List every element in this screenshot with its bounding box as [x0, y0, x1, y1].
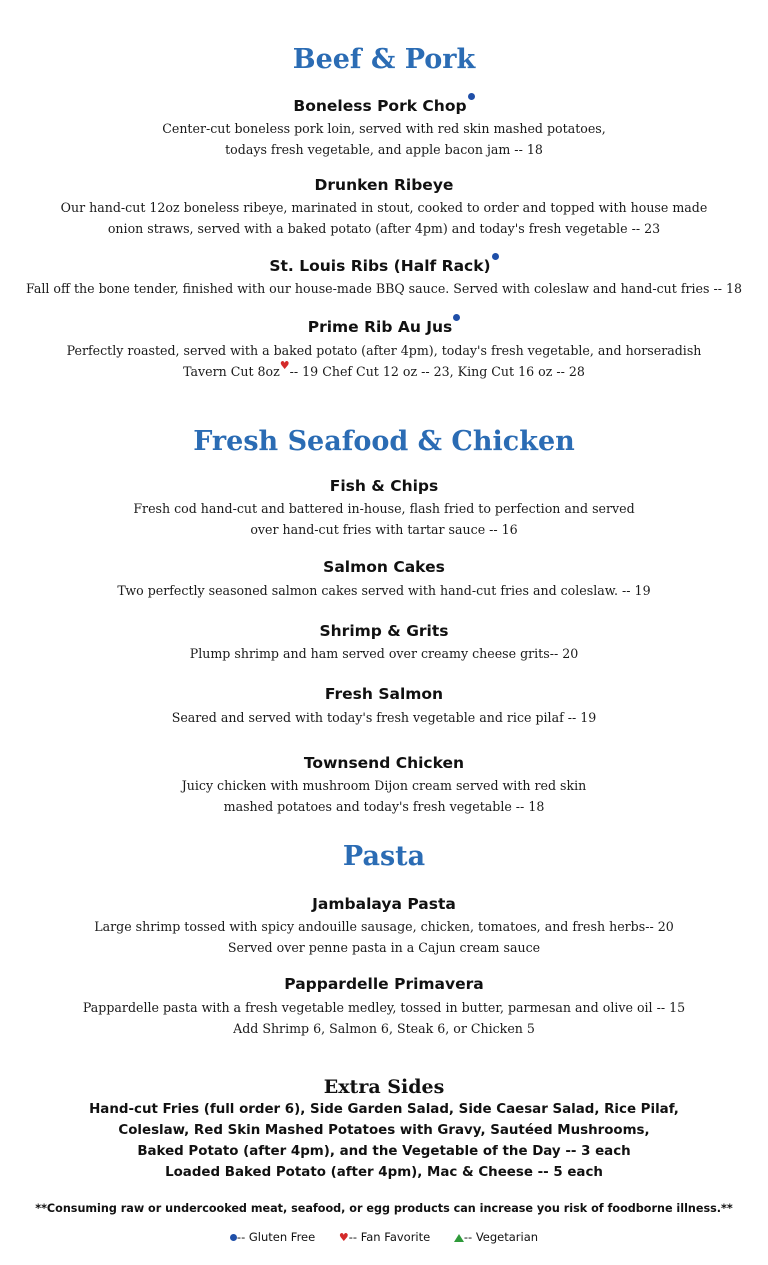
- blue-dot-icon: [230, 1234, 237, 1241]
- menu-item-description: over hand-cut fries with tartar sauce -- 16: [250, 522, 518, 537]
- menu-item-name: Shrimp & Grits: [319, 622, 449, 640]
- gluten-free-icon: [468, 93, 475, 100]
- menu-item-description: Large shrimp tossed with spicy andouille sausage, chicken, tomatoes, and fresh herbs-- 20: [94, 919, 674, 934]
- menu-item-description: Perfectly roasted, served with a baked potato (after 4pm), today's fresh vegetable, and horseradish: [66, 343, 702, 358]
- menu-item-name: Jambalaya Pasta: [312, 895, 456, 913]
- menu-item-name: Prime Rib Au Jus: [0, 316, 768, 338]
- legend-vegetarian: -- Vegetarian: [454, 1228, 538, 1246]
- menu-item-description: Add Shrimp 6, Salmon 6, Steak 6, or Chicken 5: [233, 1021, 535, 1036]
- gluten-free-icon: [492, 253, 499, 260]
- menu-item-name: Drunken Ribeye: [314, 176, 454, 194]
- menu-item-description: Center-cut boneless pork loin, served with red skin mashed potatoes,: [162, 121, 606, 136]
- menu-item-description: todays fresh vegetable, and apple bacon jam -- 18: [225, 142, 543, 157]
- menu-item-name: St. Louis Ribs (Half Rack): [0, 255, 768, 277]
- triangle-icon: [454, 1234, 464, 1242]
- food-safety-notice: **Consuming raw or undercooked meat, seafood, or egg products can increase you risk of foodborne illness.**: [35, 1202, 733, 1215]
- menu-item-description: Served over penne pasta in a Cajun cream sauce: [227, 940, 541, 955]
- legend: [0, 1228, 768, 1247]
- heart-icon: ♥: [338, 1231, 349, 1244]
- sides-line: Hand-cut Fries (full order 6), Side Garden Salad, Side Caesar Salad, Rice Pilaf,: [89, 1102, 679, 1117]
- legend-fan-favorite: ♥-- Fan Favorite: [338, 1230, 431, 1244]
- sides-line: Coleslaw, Red Skin Mashed Potatoes with Gravy, Sautéed Mushrooms,: [118, 1123, 650, 1138]
- menu-item-name: Townsend Chicken: [303, 754, 465, 772]
- section-title-pasta: Pasta: [342, 841, 426, 872]
- menu-item-name: Pappardelle Primavera: [284, 975, 484, 993]
- menu-item-name: Fish & Chips: [329, 477, 439, 495]
- menu-item-name: Salmon Cakes: [323, 558, 445, 576]
- menu-item-description: mashed potatoes and today's fresh vegetable -- 18: [223, 799, 545, 814]
- fan-favorite-heart-icon: ♥: [279, 359, 290, 372]
- menu-item-description: Juicy chicken with mushroom Dijon cream served with red skin: [181, 778, 587, 793]
- gluten-free-icon: [453, 314, 460, 321]
- section-title-seafood-chicken: Fresh Seafood & Chicken: [193, 426, 575, 457]
- menu-item-description: Tavern Cut 8oz♥-- 19 Chef Cut 12 oz -- 23, King Cut 16 oz -- 28: [183, 359, 585, 379]
- section-title-beef-pork: Beef & Pork: [292, 44, 476, 75]
- menu-item-description: Our hand-cut 12oz boneless ribeye, marinated in stout, cooked to order and topped with house made: [60, 200, 708, 215]
- menu-item-description: onion straws, served with a baked potato (after 4pm) and today's fresh vegetable -- 23: [107, 221, 661, 236]
- menu-item-name: Fresh Salmon: [324, 685, 444, 703]
- menu-item-description: Pappardelle pasta with a fresh vegetable medley, tossed in butter, parmesan and olive oil -- 15: [82, 1000, 686, 1015]
- menu-item-description: Two perfectly seasoned salmon cakes served with hand-cut fries and coleslaw. -- 19: [117, 583, 651, 598]
- sides-line: Loaded Baked Potato (after 4pm), Mac & Cheese -- 5 each: [165, 1165, 603, 1180]
- legend-gluten-free: -- Gluten Free: [230, 1228, 315, 1246]
- section-title-extra-sides: Extra Sides: [323, 1076, 445, 1098]
- sides-line: Baked Potato (after 4pm), and the Vegetable of the Day -- 3 each: [137, 1144, 631, 1159]
- menu-item-description: Fall off the bone tender, finished with our house-made BBQ sauce. Served with coleslaw and hand-cut fries -- 18: [25, 281, 743, 296]
- menu-item-description: Seared and served with today's fresh vegetable and rice pilaf -- 19: [171, 710, 597, 725]
- menu-item-description: Plump shrimp and ham served over creamy cheese grits-- 20: [189, 646, 579, 661]
- menu-item-name: Boneless Pork Chop: [0, 95, 768, 117]
- menu-item-description: Fresh cod hand-cut and battered in-house, flash fried to perfection and served: [133, 501, 635, 516]
